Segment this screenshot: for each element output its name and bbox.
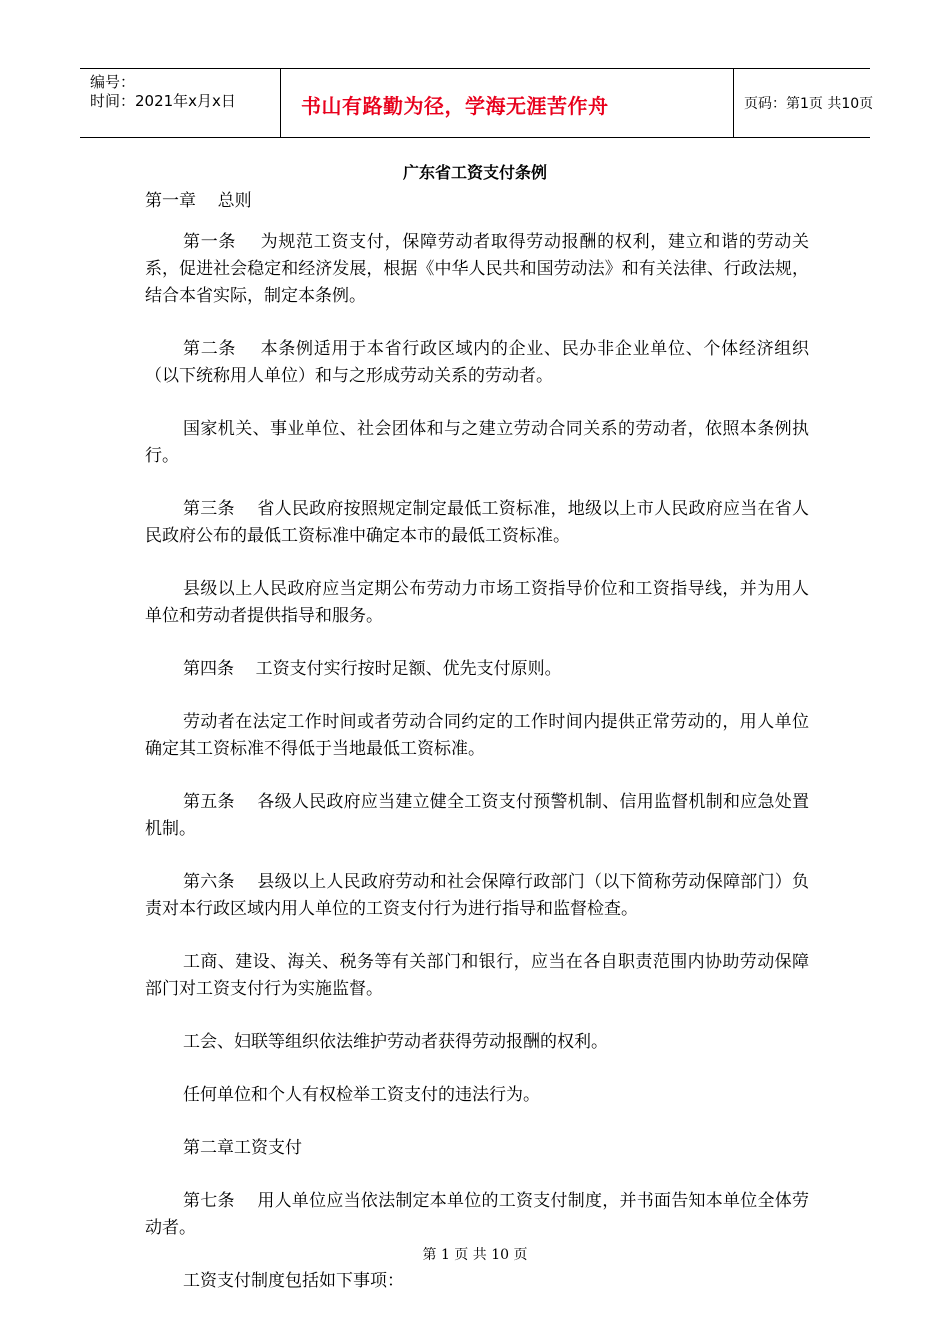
paragraph: 国家机关、事业单位、社会团体和与之建立劳动合同关系的劳动者，依照本条例执行。 [145, 419, 809, 466]
chapter-two-heading: 第二章工资支付 [183, 1138, 302, 1158]
paragraph: 工资支付制度包括如下事项： [183, 1271, 404, 1291]
header-meta [90, 73, 236, 111]
paragraph: 任何单位和个人有权检举工资支付的违法行为。 [183, 1085, 540, 1105]
paragraph: 工会、妇联等组织依法维护劳动者获得劳动报酬的权利。 [183, 1032, 608, 1052]
paragraph: 第六条 县级以上人民政府劳动和社会保障行政部门（以下简称劳动保障部门）负责对本行政区域内用人单位的工资支付行为进行指导和监督检查。 [145, 872, 809, 919]
header-page-number: 页码：第1页 共10页 [744, 96, 874, 112]
paragraph: 工商、建设、海关、税务等有关部门和银行，应当在各自职责范围内协助劳动保障部门对工资支付行为实施监督。 [145, 952, 809, 999]
paragraph: 第二条 本条例适用于本省行政区域内的企业、民办非企业单位、个体经济组织（以下统称用人单位）和与之形成劳动关系的劳动者。 [145, 339, 809, 386]
paragraph: 第一条 为规范工资支付，保障劳动者取得劳动报酬的权利，建立和谐的劳动关系，促进社会稳定和经济发展，根据《中华人民共和国劳动法》和有关法律、行政法规，结合本省实际，制定本条例。 [145, 232, 809, 306]
motto-text: 书山有路勤为径，学海无涯苦作舟 [301, 94, 609, 118]
paragraph: 第三条 省人民政府按照规定制定最低工资标准，地级以上市人民政府应当在省人民政府公布的最低工资标准中确定本市的最低工资标准。 [145, 499, 809, 546]
paragraph: 劳动者在法定工作时间或者劳动合同约定的工作时间内提供正常劳动的，用人单位确定其工资标准不得低于当地最低工资标准。 [145, 712, 809, 759]
paragraph: 第五条 各级人民政府应当建立健全工资支付预警机制、信用监督机制和应急处置机制。 [145, 792, 809, 839]
paragraph: 第七条 用人单位应当依法制定本单位的工资支付制度，并书面告知本单位全体劳动者。 [145, 1191, 809, 1238]
date-label: 时间：2021年x月x日 [90, 92, 236, 110]
page-footer: 第 1 页 共 10 页 [422, 1247, 528, 1263]
page-header [80, 68, 874, 138]
document-body [145, 229, 809, 1321]
paragraph: 第四条 工资支付实行按时足额、优先支付原则。 [183, 659, 562, 679]
header-motto-cell [280, 69, 734, 137]
code-label: 编号： [90, 73, 136, 91]
document-title: 广东省工资支付条例 [402, 163, 547, 182]
chapter-heading: 第一章 总则 [145, 191, 252, 211]
paragraph: 县级以上人民政府应当定期公布劳动力市场工资指导价位和工资指导线，并为用人单位和劳动者提供指导和服务。 [145, 579, 809, 626]
